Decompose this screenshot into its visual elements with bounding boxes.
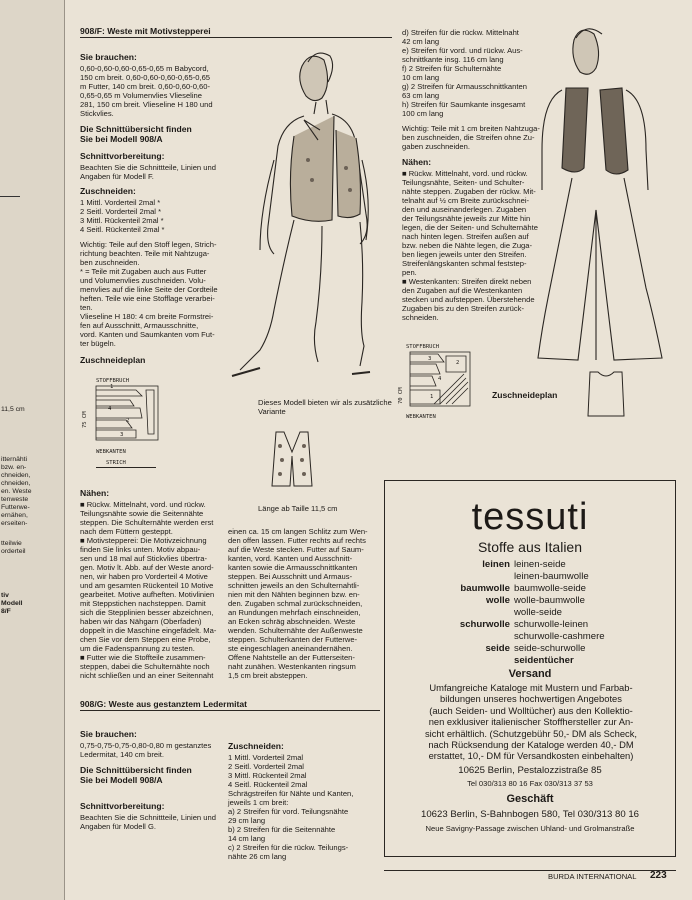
fabric-item: schurwolle-leinen xyxy=(514,619,589,630)
text-line: 42 cm lang xyxy=(402,37,440,46)
text-line: und am gesamten Rückenteil 10 Motive xyxy=(80,581,214,590)
text-line: ter bügeln. xyxy=(80,339,116,348)
text-line: 0,65-0,65 m Volumenvlies Vlieseline xyxy=(80,91,202,100)
text-line: 1 Mittl. Vorderteil 2mal * xyxy=(80,198,161,207)
text-line: bzw. neben die Nähte legen, die Zuga- xyxy=(402,241,533,250)
text-line: ste eingeschlagen aneinandernähen. xyxy=(228,644,353,653)
text-line: kanten, vord. Kanten und Ausschnitt- xyxy=(228,554,353,563)
cutting-plan-f xyxy=(86,384,166,446)
footer-rule xyxy=(384,870,676,871)
piece-label-3: 3 xyxy=(120,432,124,438)
text-line: 1,5 cm breit absteppen. xyxy=(228,671,308,680)
text-line: tenweste xyxy=(1,496,29,503)
text-line: ernähen, xyxy=(1,512,28,519)
footer-magazine: BURDA INTERNATIONAL xyxy=(548,872,637,881)
text-line: 3 Mittl. Rückenteil 2mal * xyxy=(80,216,164,225)
text-line: sicht erhältlich. (Schutzgebühr 50,- DM als Scheck, xyxy=(424,727,638,739)
text-line: Umfangreiche Kataloge mit Mustern und Farbab- xyxy=(429,682,633,693)
text-line: ■ Rückw. Mittelnaht, vord. und rückw. xyxy=(402,169,528,178)
text-line: den offen lassen. Futter rechts auf rechts xyxy=(228,536,366,545)
ad-brand: tessuti xyxy=(471,496,589,538)
ad-fabric-list xyxy=(385,559,675,669)
text-line: 2 Seitl. Vorderteil 2mal xyxy=(228,762,304,771)
text-line: h) Streifen für Saumkante insgesamt xyxy=(402,100,526,109)
fabric-item: leinen-seide xyxy=(514,559,566,570)
text-line: jeweils 1 cm breit: xyxy=(228,798,289,807)
fabric-item: seide-schurwolle xyxy=(514,643,586,654)
text-line: wenden. Schulternähte der Außenweste xyxy=(228,626,363,635)
text-line: nähte steppen. Zugaben der rückw. Mit- xyxy=(402,187,536,196)
section-header-g: 908/G: Weste aus gestanztem Ledermitat xyxy=(80,699,247,709)
fabric-category: wolle xyxy=(486,595,510,606)
vest-back-sketch xyxy=(586,370,626,420)
text-line: nien mit den Nähten beginnen bzw. en- xyxy=(228,590,360,599)
text-line: nen, wir haben pro Vorderteil 4 Motive xyxy=(80,572,208,581)
text-line: sen und 18 mal auf Stickvlies übertra- xyxy=(80,554,208,563)
text-line: vord. Kanten und Saumkanten vom Fut- xyxy=(80,330,215,339)
text-line: Dieses Modell bieten wir als zusätzliche xyxy=(258,398,392,407)
text-line: 29 cm lang xyxy=(228,816,266,825)
fabric-item: schurwolle-cashmere xyxy=(514,631,605,642)
text-line: gen. Motiv lt. Abb. auf der Weste anord- xyxy=(80,563,214,572)
piece-label-4: 4 xyxy=(108,406,112,412)
fabric-item: seidentücher xyxy=(514,655,574,666)
text-line: an Rundungen mehrfach einschneiden, xyxy=(228,608,361,617)
g-schnitt-heading-1: Die Schnittübersicht finden xyxy=(80,765,192,775)
text-line: gaben zuschneiden. xyxy=(402,142,470,151)
text-line: kanten sowie die Armausschnittkanten xyxy=(228,563,358,572)
text-line: Offene Nahtstelle an der Futterseiten- xyxy=(228,653,355,662)
margin-lines-2 xyxy=(0,540,26,556)
margin-size: 11,5 cm xyxy=(1,406,25,413)
margin-lines xyxy=(0,456,31,528)
text-line: mit Steppstichen nachsteppen. Damit xyxy=(80,599,206,608)
text-line: Angaben für Modell G. xyxy=(80,822,156,831)
text-line: ben zuschneiden, die Streifen ohne Zu- xyxy=(402,133,535,142)
text-line: finden Sie links unten. Motiv abpau- xyxy=(80,545,201,554)
fabric-category: leinen xyxy=(482,559,510,570)
laenge-text: Länge ab Taille 11,5 cm xyxy=(258,504,338,513)
text-line: naht zunähen. Westenkanten ringsum xyxy=(228,662,356,671)
margin-bottom xyxy=(0,592,23,616)
text-line: 63 cm lang xyxy=(402,91,440,100)
ad-versand-text xyxy=(397,682,665,762)
text-line: en. Weste xyxy=(1,488,32,495)
zuschneiden-list xyxy=(80,198,164,234)
fashion-figure-g xyxy=(532,18,682,368)
text-line: schnittkante insg. 116 cm lang xyxy=(402,55,504,64)
text-line: tteilwie xyxy=(1,540,22,547)
text-line: ■ Rückw. Mittelnaht, vord. und rückw. xyxy=(80,500,206,509)
text-line: 4 Seitl. Rückenteil 2mal * xyxy=(80,225,165,234)
zuschneideplan-heading: Zuschneideplan xyxy=(80,355,146,365)
strich-label: STRICH xyxy=(106,460,126,466)
text-line: 0,75-0,75-0,75-0,80-0,80 m gestanztes xyxy=(80,741,212,750)
fabric-category: schurwolle xyxy=(459,619,510,630)
header-rule-f xyxy=(80,37,392,38)
text-line: steppen. Die Schulternähte werden erst xyxy=(80,518,214,527)
ad-address-1: 10625 Berlin, Pestalozzistraße 85 xyxy=(458,765,602,776)
schnitt-heading-2: Sie bei Modell 908/A xyxy=(80,134,163,144)
width-70cm: 70 CM xyxy=(398,387,404,404)
text-line: nach hinten legen. Streifen außen auf xyxy=(402,232,529,241)
text-line: 150 cm breit. 0,60-0,60-0,60-0,65-0,65 xyxy=(80,73,211,82)
vest-variant-sketch xyxy=(270,430,314,488)
header-rule-g xyxy=(80,710,380,711)
g-vorbereitung-text xyxy=(80,813,216,831)
text-line: nen exklusiver italienischer Stoffhersteller zur An- xyxy=(428,716,634,728)
text-line: menvlies auf die linke Seite der Cordteile xyxy=(80,285,218,294)
naehen-heading-f: Nähen: xyxy=(80,488,110,498)
text-line: orderteil xyxy=(1,548,26,555)
text-line: f) 2 Streifen für Schulternähte xyxy=(402,64,502,73)
ad-address-3: Neue Savigny-Passage zwischen Uhland- und Grolmanstraße xyxy=(425,824,635,833)
text-line: 14 cm lang xyxy=(228,834,266,843)
text-line: den und auseinanderlegen. Zugaben xyxy=(402,205,527,214)
ad-subtitle: Stoffe aus Italien xyxy=(477,539,583,555)
text-line: auf die Weste stecken. Futter auf Saum- xyxy=(228,545,364,554)
text-line: 2 Seitl. Vorderteil 2mal * xyxy=(80,207,162,216)
text-line: 10 cm lang xyxy=(402,73,440,82)
margin-arrow xyxy=(0,196,20,197)
g-wichtig-text xyxy=(402,124,540,151)
text-line: nach Rücksendung der Kataloge werden 40,- DM xyxy=(428,739,634,751)
text-line: 0,60-0,60-0,60-0,65-0,65 m Babycord, xyxy=(80,64,209,73)
zuschneiden-heading: Zuschneiden: xyxy=(80,186,136,196)
ad-geschaeft-heading: Geschäft xyxy=(506,793,554,805)
text-line: b) 2 Streifen für die Seitennähte xyxy=(228,825,336,834)
text-line: und Volumenvlies zuschneiden. Volu- xyxy=(80,276,206,285)
text-line: Teilungsnähte, Seiten- und Schulter- xyxy=(402,178,525,187)
text-line: steppen. Schulterkanten der Futterwe- xyxy=(228,635,358,644)
text-line: 281, 150 cm breit. Vlieseline H 180 und xyxy=(80,100,213,109)
text-line: fen auf Ausschnitt, Armausschnitte, xyxy=(80,321,199,330)
text-line: tiv xyxy=(1,592,9,599)
brauchen-text xyxy=(80,64,213,118)
g-zuschneiden-heading: Zuschneiden: xyxy=(228,741,284,751)
width-75cm: 75 CM xyxy=(82,411,88,428)
variante-text xyxy=(258,398,392,416)
text-line: e) Streifen für vord. und rückw. Aus- xyxy=(402,46,523,55)
g-zuschneideplan-heading: Zuschneideplan xyxy=(492,390,558,400)
previous-page-margin xyxy=(0,0,65,900)
naehen-text-g xyxy=(402,169,538,322)
text-line: schnitten jeweils an den Schulternahtli- xyxy=(228,581,360,590)
text-line: chneiden, xyxy=(1,472,31,479)
text-line: Schrägstreifen für Nähte und Kanten, xyxy=(228,789,354,798)
text-line: chen Sie vor dem Steppen eine Probe, xyxy=(80,635,211,644)
piece-label-1: 1 xyxy=(110,384,114,390)
text-line: itternähti xyxy=(1,456,28,463)
vorbereitung-heading: Schnittvorbereitung: xyxy=(80,151,165,161)
text-line: nach dem Füttern gesteppt. xyxy=(80,527,173,536)
text-line: den Zugaben auf die Westenkanten xyxy=(402,286,523,295)
text-line: Angaben für Modell F. xyxy=(80,172,154,181)
section-header-f: 908/F: Weste mit Motivstepperei xyxy=(80,26,211,36)
ad-address-2: 10623 Berlin, S-Bahnbogen 580, Tel 030/313 80 16 xyxy=(421,809,639,820)
text-line: an Ecken schräg abschneiden. Weste xyxy=(228,617,356,626)
text-line: um die Fadenspannung zu testen. xyxy=(80,644,195,653)
text-line: d) Streifen für die rückw. Mittelnaht xyxy=(402,28,519,37)
tessuti-advertisement xyxy=(384,480,676,857)
page-number: 223 xyxy=(650,870,667,881)
g-brauchen-heading: Sie brauchen: xyxy=(80,729,137,739)
text-line: ten. xyxy=(80,303,93,312)
text-line: steppen, dabei die Schulternähte noch xyxy=(80,662,210,671)
vorbereitung-text xyxy=(80,163,216,181)
text-line: 8/F xyxy=(1,608,11,615)
fabric-item: baumwolle-seide xyxy=(514,583,586,594)
text-line: erseiten- xyxy=(1,520,28,527)
fabric-item: wolle-baumwolle xyxy=(514,595,585,606)
text-line: Beachten Sie die Schnittteile, Linien und xyxy=(80,813,216,822)
g-schnitt-heading-2: Sie bei Modell 908/A xyxy=(80,775,163,785)
text-line: ■ Motivstepperei: Die Motivzeichnung xyxy=(80,536,207,545)
text-line: ■ Westenkanten: Streifen direkt neben xyxy=(402,277,532,286)
text-line: gearbeitet. Motive aufheften. Motivlinien xyxy=(80,590,215,599)
text-line: nähte 26 cm lang xyxy=(228,852,287,861)
text-line: Zugaben bis zu den Streifen zurück- xyxy=(402,304,524,313)
webkanten-label: WEBKANTEN xyxy=(96,449,126,455)
text-line: (auch Seiden- und Wolltücher) aus den Kollektio- xyxy=(429,704,633,716)
text-line: Variante xyxy=(258,407,286,416)
text-line: den. Zugaben schmal zurückschneiden, xyxy=(228,599,363,608)
g-piece-3: 3 xyxy=(428,356,432,362)
text-line: einen ca. 15 cm langen Schlitz zum Wen- xyxy=(228,527,368,536)
naehen-text-f xyxy=(80,500,216,680)
strich-arrow xyxy=(96,467,156,468)
text-line: haben wir das Nähgarn (Oberfaden) xyxy=(80,617,202,626)
text-line: g) 2 Streifen für Armausschnittkanten xyxy=(402,82,527,91)
naehen-continued-text xyxy=(228,527,368,680)
text-line: steppen. Bei Ausschnitt und Armaus- xyxy=(228,572,353,581)
piece-label-2: 2 xyxy=(126,418,130,424)
text-line: doppelt in die Maschine eingefädelt. Ma- xyxy=(80,626,217,635)
text-line: 100 cm lang xyxy=(402,109,444,118)
text-line: ■ Futter wie die Stoffteile zusammen- xyxy=(80,653,206,662)
text-line: heften. Teile wie eine Stofflage verarbei- xyxy=(80,294,215,303)
ad-telephone-1: Tel 030/313 80 16 Fax 030/313 37 53 xyxy=(467,779,593,788)
ad-versand-heading: Versand xyxy=(508,668,552,680)
brauchen-heading: Sie brauchen: xyxy=(80,52,137,62)
text-line: Streifenlängskanten schmal feststep- xyxy=(402,259,527,268)
g-piece-1: 1 xyxy=(430,394,434,400)
text-line: der Teilungsnähte jeweils zur Mitte hin xyxy=(402,214,531,223)
text-line: 3 Mittl. Rückenteil 2mal xyxy=(228,771,307,780)
text-line: pen. xyxy=(402,268,417,277)
text-line: Vlieseline H 180: 4 cm breite Formstrei- xyxy=(80,312,214,321)
text-line: schneiden. xyxy=(402,313,439,322)
g-webkanten-label: WEBKANTEN xyxy=(406,414,436,420)
text-line: richtung beachten. Teile mit Nahtzuga- xyxy=(80,249,210,258)
text-line: Wichtig: Teile mit 1 cm breiten Nahtzuga- xyxy=(402,124,540,133)
fabric-item: leinen-baumwolle xyxy=(514,571,589,582)
text-line: ben zuschneiden. xyxy=(80,258,140,267)
text-line: Futterwe- xyxy=(1,504,30,511)
g-piece-4: 4 xyxy=(438,376,442,382)
text-line: nicht schließen und an einer Seitennaht xyxy=(80,671,214,680)
text-line: Teilungsnähte sowie die Seitennähte xyxy=(80,509,204,518)
text-line: sich die Stepplinien besser abzeichnen, xyxy=(80,608,214,617)
fabric-category: seide xyxy=(485,643,510,654)
g-zuschneiden-list xyxy=(228,753,353,861)
schnitt-heading-1: Die Schnittübersicht finden xyxy=(80,124,192,134)
streifen-list xyxy=(402,28,527,118)
text-line: legen, die der Seiten- und Schulternähte xyxy=(402,223,538,232)
text-line: a) 2 Streifen für vord. Teilungsnähte xyxy=(228,807,349,816)
naehen-heading-g: Nähen: xyxy=(402,157,432,167)
text-line: 4 Seitl. Rückenteil 2mal xyxy=(228,780,308,789)
text-line: Wichtig: Teile auf den Stoff legen, Strich- xyxy=(80,240,217,249)
fashion-figure-f xyxy=(212,40,392,385)
g-piece-2: 2 xyxy=(456,360,460,366)
text-line: erstattet, 10,- DM für Versandkosten einbehalten) xyxy=(428,750,634,762)
text-line: Ledermitat, 140 cm breit. xyxy=(80,750,164,759)
text-line: stecken und aufsteppen. Überstehende xyxy=(402,295,535,304)
text-line: bildungen unseres hochwertigen Angebotes xyxy=(440,693,622,705)
g-stoffbruch-label: STOFFBRUCH xyxy=(406,344,440,350)
text-line: ben liegen jeweils unter den Streifen. xyxy=(402,250,527,259)
text-line: bzw. en- xyxy=(1,464,27,471)
stoffbruch-label: STOFFBRUCH xyxy=(96,378,130,384)
fabric-category: baumwolle xyxy=(460,583,510,594)
text-line: Modell xyxy=(1,600,23,607)
g-brauchen-text xyxy=(80,741,211,759)
fabric-item: wolle-seide xyxy=(514,607,562,618)
g-vorbereitung-heading: Schnittvorbereitung: xyxy=(80,801,165,811)
text-line: Stickvlies. xyxy=(80,109,114,118)
text-line: Beachten Sie die Schnittteile, Linien und xyxy=(80,163,216,172)
wichtig-text xyxy=(80,240,218,348)
text-line: 1 Mittl. Vorderteil 2mal xyxy=(228,753,304,762)
text-line: m Futter, 140 cm breit. 0,60-0,60-0,60- xyxy=(80,82,210,91)
text-line: chneiden, xyxy=(1,480,31,487)
text-line: telnaht auf ½ cm Breite zurückschnei- xyxy=(402,196,530,205)
text-line: * = Teile mit Zugaben auch aus Futter xyxy=(80,267,207,276)
text-line: c) 2 Streifen für die rückw. Teilungs- xyxy=(228,843,349,852)
